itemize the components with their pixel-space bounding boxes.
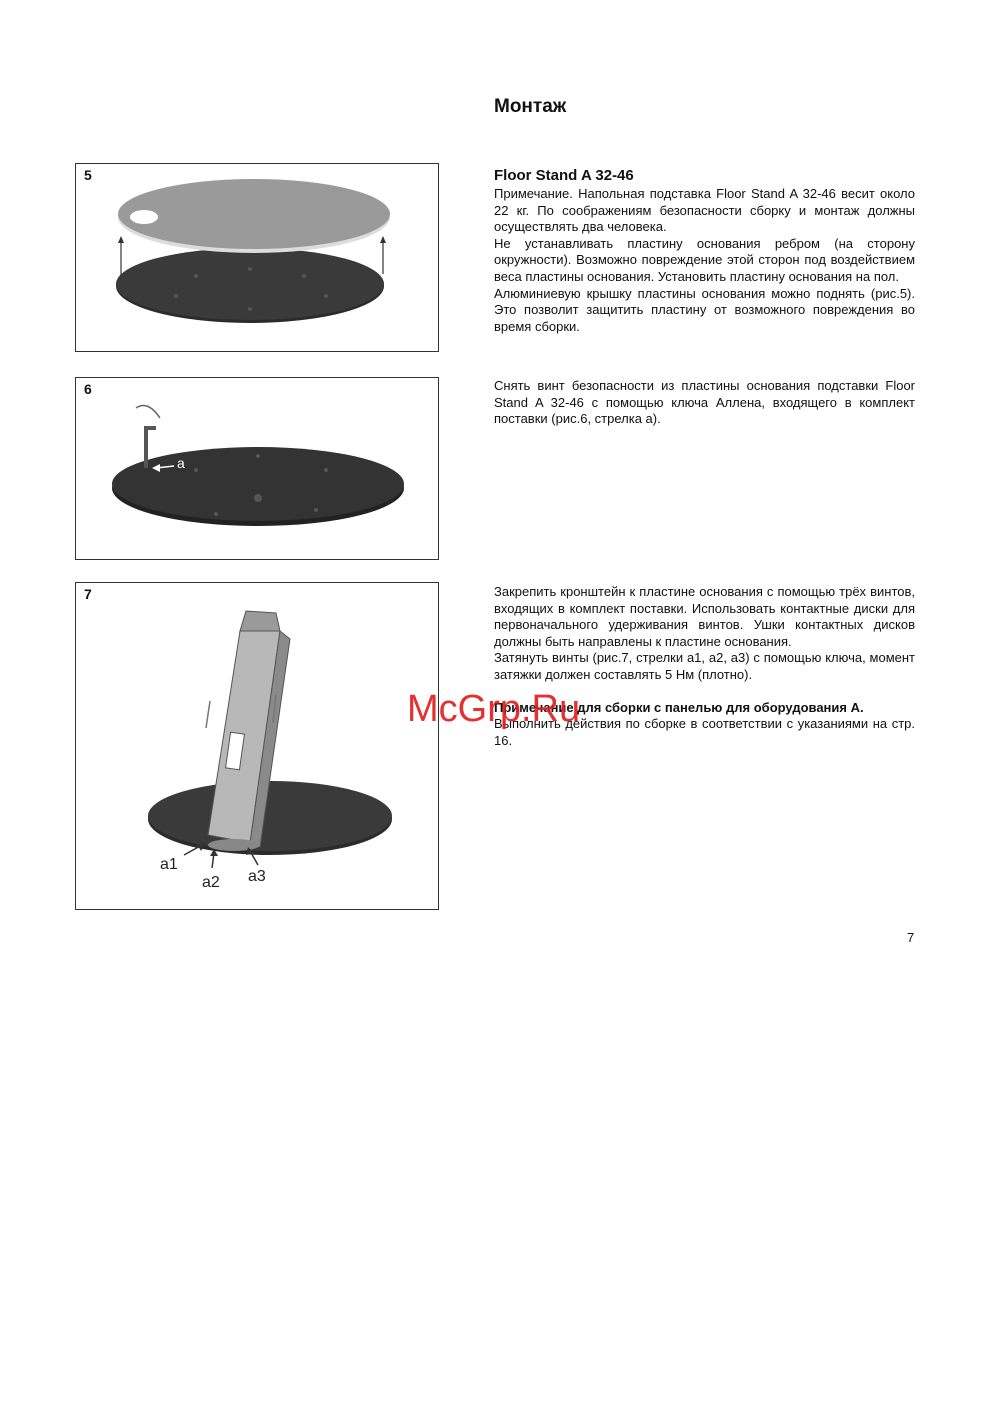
section-floor-stand — [494, 166, 915, 335]
figure-number: 6 — [84, 381, 92, 397]
note-text: Выполнить действия по сборке в соответствии с указаниями на стр. 16. — [494, 716, 915, 748]
label-a2: a2 — [202, 874, 220, 891]
label-a1: a1 — [160, 856, 178, 873]
figure-7 — [75, 582, 439, 910]
figure-7-illustration — [76, 583, 438, 909]
paragraph: Примечание. Напольная подставка Floor Stand A 32-46 весит около 22 кг. По соображениям безопасности сборку и монтаж должны осуществлять два человека. — [494, 186, 915, 235]
page-number: 7 — [907, 930, 915, 945]
page-title: Монтаж — [494, 96, 567, 117]
watermark-logo: McGrp.Ru — [407, 688, 581, 730]
label-a: a — [177, 455, 185, 471]
paragraph: Алюминиевую крышку пластины основания можно поднять (рис.5). Это позволит защитить пластину от возможного повреждения во время сборки. — [494, 285, 915, 334]
section-safety-screw — [494, 378, 915, 428]
label-a3: a3 — [248, 868, 266, 885]
figure-6 — [75, 377, 439, 560]
figure-number: 5 — [84, 167, 92, 183]
figure-6-illustration — [76, 378, 438, 559]
paragraph: Затянуть винты (рис.7, стрелки а1, а2, а3) с помощью ключа, момент затяжки должен составлять 5 Нм (плотно). — [494, 650, 915, 682]
paragraph: Закрепить кронштейн к пластине основания с помощью трёх винтов, входящих в комплект поставки. Использовать контактные диски для первоначального удерживания винтов. Ушки контактных дисков должны быть направлены к пластине основания. — [494, 584, 915, 649]
figure-5 — [75, 163, 439, 352]
paragraph: Снять винт безопасности из пластины основания подставки Floor Stand A 32-46 с помощью ключа Аллена, входящего в комплект поставки (рис.6, стрелка а). — [494, 378, 915, 427]
section-title: Floor Stand A 32-46 — [494, 167, 634, 184]
note-title: Примечание для сборки с панелью для оборудования А. — [494, 699, 864, 715]
paragraph: Не устанавливать пластину основания ребром (на сторону окружности). Возможно повреждение этой сторон под воздействием веса пластины основания. Установить пластину основания на пол. — [494, 235, 915, 284]
figure-number: 7 — [84, 586, 92, 602]
figure-5-illustration — [76, 164, 438, 351]
